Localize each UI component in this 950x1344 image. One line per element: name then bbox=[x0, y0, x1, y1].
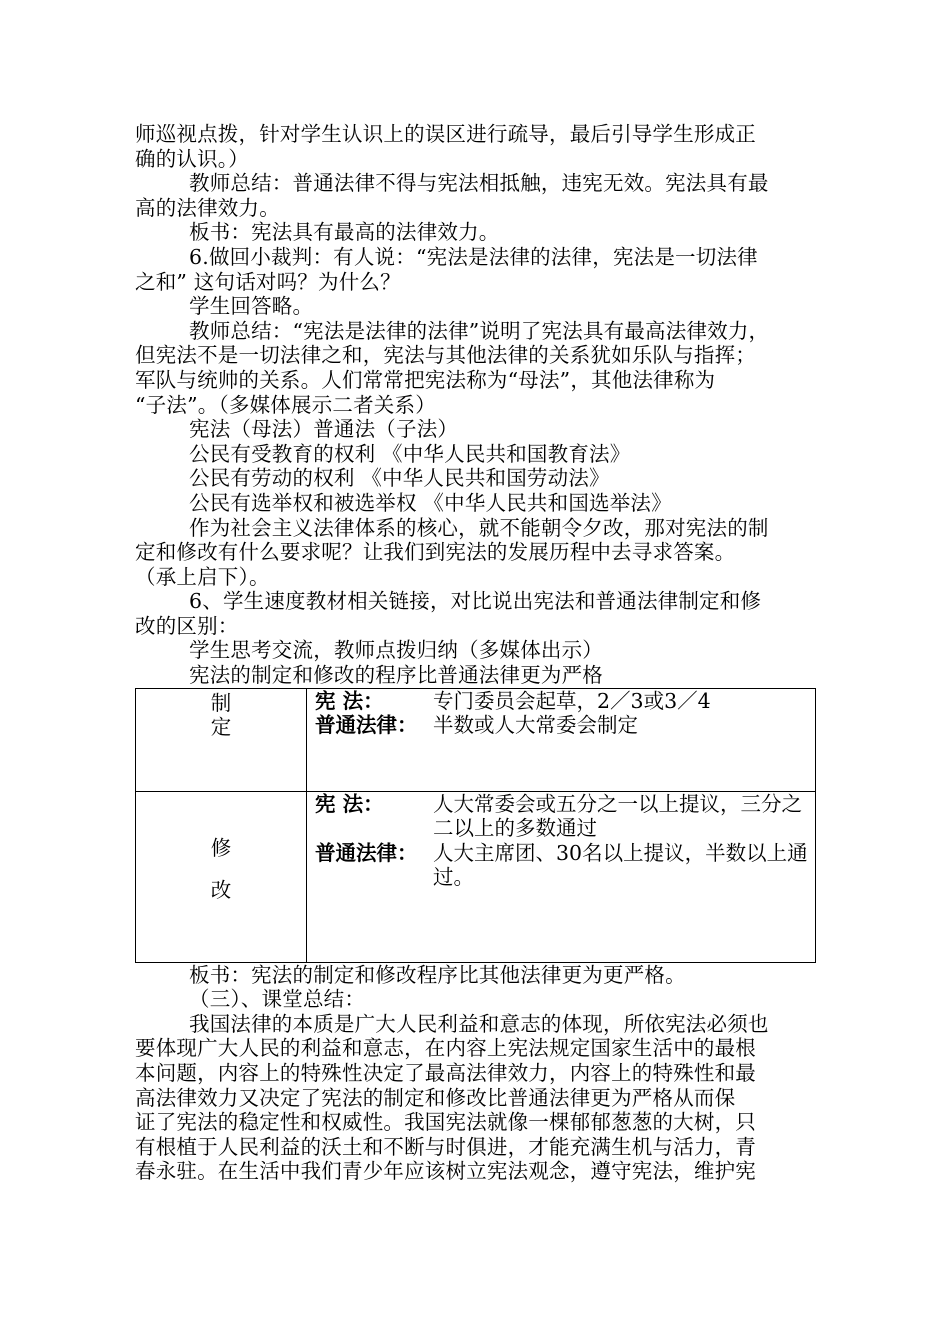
text-line: 教师总结：“宪法是法律的法律”说明了宪法具有最高法律效力， bbox=[189, 318, 770, 343]
item-desc: 人大常委会或五分之一以上提议，三分之二以上的多数通过 bbox=[433, 791, 802, 841]
item-desc: 专门委员会起草，2／3或3／4 bbox=[433, 688, 711, 713]
text-line: “子法”。（多媒体展示二者关系） bbox=[135, 392, 436, 417]
text-line: 我国法律的本质是广大人民利益和意志的体现，所依宪法必须也 bbox=[189, 1011, 769, 1036]
text-line: 要体现广大人民的利益和意志，在内容上宪法规定国家生活中的最根 bbox=[135, 1036, 756, 1061]
text-line: 公民有劳动的权利 《中华人民共和国劳动法》 bbox=[189, 466, 610, 491]
text-line: 高的法律效力。 bbox=[135, 195, 280, 220]
table-item bbox=[315, 841, 815, 890]
item-term: 宪 法： bbox=[315, 688, 384, 713]
label-char: 改 bbox=[210, 878, 232, 903]
text-block-top bbox=[135, 122, 817, 688]
text-line: 但宪法不是一切法律之和，宪法与其他法律的关系犹如乐队与指挥； bbox=[135, 343, 756, 368]
item-term: 宪 法： bbox=[315, 791, 384, 816]
text-line: 师巡视点拨，针对学生认识上的误区进行疏导，最后引导学生形成正 bbox=[135, 122, 756, 146]
text-line: 确的认识。） bbox=[135, 146, 249, 171]
text-line: （三）、课堂总结： bbox=[189, 987, 366, 1012]
table-row-amend bbox=[136, 791, 816, 962]
text-line: 学生思考交流，教师点拨归纳（多媒体出示） bbox=[189, 638, 603, 663]
comparison-table bbox=[135, 688, 816, 963]
text-line: 宪法的制定和修改的程序比普通法律更为严格 bbox=[189, 663, 603, 688]
table-item bbox=[315, 713, 815, 738]
item-term: 普通法律： bbox=[315, 840, 418, 865]
text-block-bottom bbox=[135, 963, 817, 1184]
text-line: 公民有受教育的权利 《中华人民共和国教育法》 bbox=[189, 441, 631, 466]
text-line: 春永驻。在生活中我们青少年应该树立宪法观念，遵守宪法，维护宪 bbox=[135, 1159, 756, 1184]
text-line: 6.做回小裁判：有人说：“宪法是法律的法律，宪法是一切法律 bbox=[189, 244, 758, 269]
text-line: 板书：宪法的制定和修改程序比其他法律更为更严格。 bbox=[189, 962, 686, 987]
label-char: 定 bbox=[210, 715, 232, 740]
table-row-make bbox=[136, 688, 816, 791]
content-cell-make bbox=[307, 688, 816, 791]
text-line: 教师总结：普通法律不得与宪法相抵触，违宪无效。宪法具有最 bbox=[189, 171, 769, 196]
text-line: 高法律效力又决定了宪法的制定和修改比普通法律更为严格从而保 bbox=[135, 1085, 736, 1110]
text-line: 6、学生速度教材相关链接，对比说出宪法和普通法律制定和修 bbox=[189, 589, 762, 614]
table-item bbox=[315, 792, 815, 841]
label-cell-amend bbox=[136, 791, 307, 962]
item-desc: 半数或人大常委会制定 bbox=[433, 713, 638, 738]
label-char: 制 bbox=[210, 690, 232, 715]
text-line: 学生回答略。 bbox=[189, 294, 314, 319]
label-char: 修 bbox=[210, 835, 232, 860]
text-line: 有根植于人民利益的沃土和不断与时俱进，才能充满生机与活力，青 bbox=[135, 1134, 756, 1159]
item-term: 普通法律： bbox=[315, 713, 418, 738]
text-line: 之和” 这句话对吗？为什么？ bbox=[135, 269, 401, 294]
text-line: （承上启下）。 bbox=[135, 564, 270, 589]
text-line: 作为社会主义法律体系的核心，就不能朝令夕改，那对宪法的制 bbox=[189, 515, 769, 540]
text-line: 板书：宪法具有最高的法律效力。 bbox=[189, 220, 500, 245]
text-line: 定和修改有什么要求呢？让我们到宪法的发展历程中去寻求答案。 bbox=[135, 540, 736, 565]
label-cell-make bbox=[136, 688, 307, 791]
content-cell-amend bbox=[307, 791, 816, 962]
text-line: 公民有选举权和被选举权 《中华人民共和国选举法》 bbox=[189, 490, 672, 515]
text-line: 军队与统帅的关系。人们常常把宪法称为“母法”，其他法律称为 bbox=[135, 367, 716, 392]
document-page bbox=[135, 122, 817, 1184]
text-line: 宪法（母法）普通法（子法） bbox=[189, 417, 459, 442]
text-line: 证了宪法的稳定性和权威性。我国宪法就像一棵郁郁葱葱的大树，只 bbox=[135, 1110, 756, 1135]
text-line: 改的区别： bbox=[135, 613, 239, 638]
text-line: 本问题，内容上的特殊性决定了最高法律效力，内容上的特殊性和最 bbox=[135, 1061, 756, 1086]
item-desc: 人大主席团、30名以上提议，半数以上通过。 bbox=[433, 840, 808, 890]
table-item bbox=[315, 689, 815, 714]
